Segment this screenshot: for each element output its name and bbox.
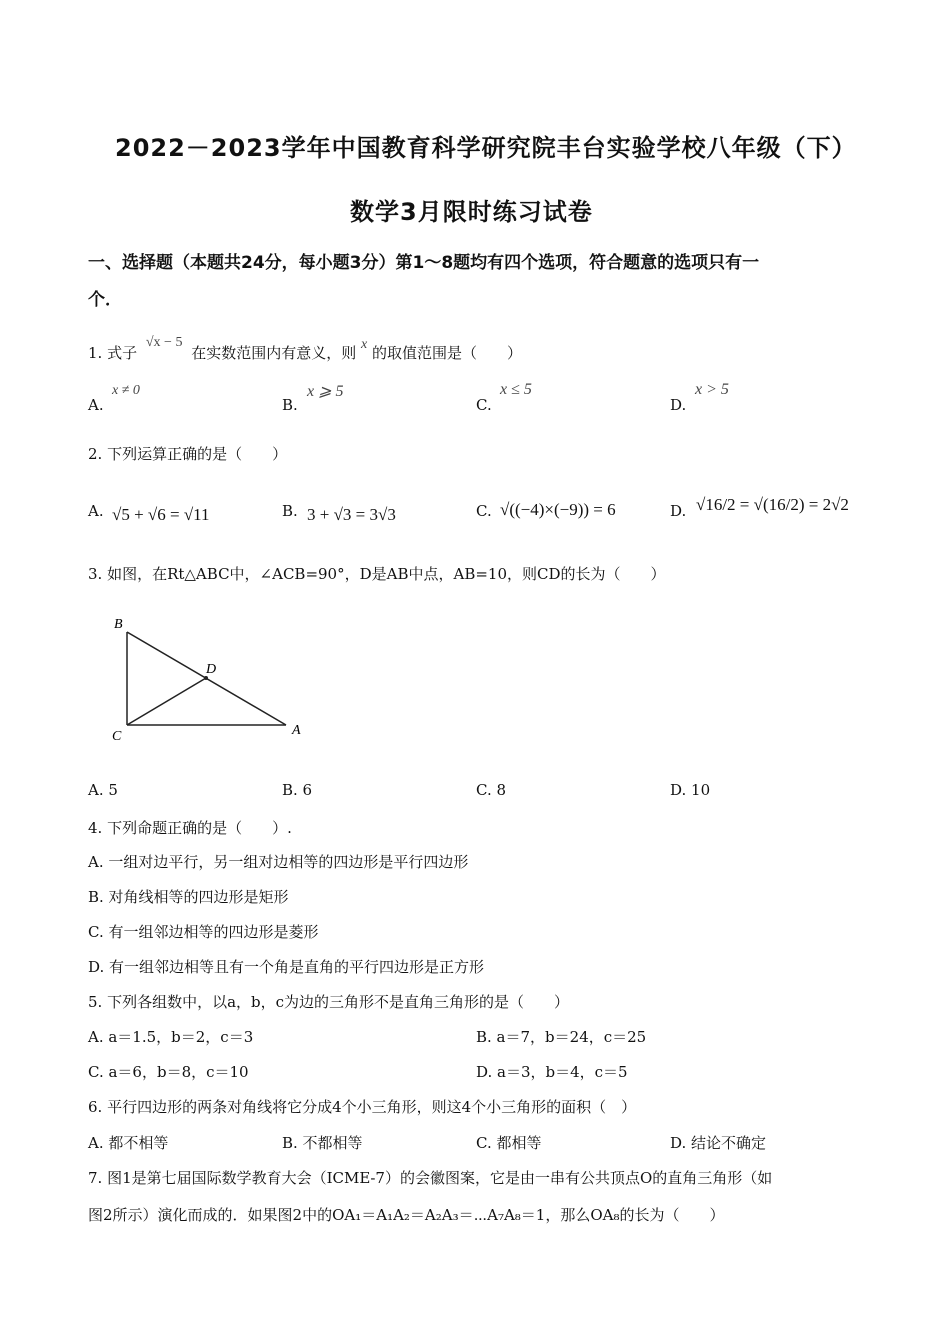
q6-option-b: B. 不都相等 (282, 1134, 363, 1152)
q2-option-d-math: √16/2 = √(16/2) = 2√2 (696, 495, 849, 514)
question-6: 6. 平行四边形的两条对角线将它分成4个小三角形，则这4个小三角形的面积（ ） (88, 1098, 637, 1116)
q6-option-a: A. 都不相等 (88, 1134, 169, 1152)
q4-option-d: D. 有一组邻边相等且有一个角是直角的平行四边形是正方形 (88, 958, 485, 976)
page-title-line1: 2022－2023学年中国教育科学研究院丰台实验学校八年级（下） (115, 134, 857, 162)
question-2: 2. 下列运算正确的是（ ） (88, 445, 288, 463)
q2-option-b: B. (282, 502, 298, 520)
question-7-line2: 图2所示）演化而成的．如果图2中的OA₁＝A₁A₂＝A₂A₃＝⋯A₇A₈＝1，那么OA₈的长为（ ） (88, 1206, 725, 1224)
q1-mid: 在实数范围内有意义，则 (191, 344, 357, 362)
q3-option-c: C. 8 (476, 781, 507, 799)
q1-variable: x (361, 337, 368, 352)
q1-option-c: C. (476, 396, 492, 414)
label-d: D (206, 662, 217, 677)
q4-option-a: A. 一组对边平行，另一组对边相等的四边形是平行四边形 (88, 853, 469, 871)
q2-option-c: C. (476, 502, 492, 520)
q3-option-d: D. 10 (670, 781, 711, 799)
segment-cd (127, 678, 206, 725)
question-4: 4. 下列命题正确的是（ ）. (88, 819, 292, 837)
q4-option-b: B. 对角线相等的四边形是矩形 (88, 888, 289, 906)
q3-option-a: A. 5 (88, 781, 118, 799)
q1-option-d: D. (670, 396, 687, 414)
q2-option-d: D. (670, 502, 687, 520)
q5-option-c: C. a＝6，b＝8，c＝10 (88, 1063, 249, 1081)
q1-option-a-math: x ≠ 0 (112, 383, 140, 398)
q1-option-c-math: x ≤ 5 (500, 381, 532, 398)
question-7-line1: 7. 图1是第七届国际数学教育大会（ICME‐7）的会徽图案，它是由一串有公共顶点O的直角三角形（如 (88, 1169, 773, 1187)
q2-option-c-math: √((−4)×(−9)) = 6 (500, 500, 616, 519)
question-1 (88, 335, 523, 363)
section-header-cont: 个． (88, 290, 122, 310)
q2-option-a: A. (88, 502, 104, 520)
q2-option-b-math: 3 + √3 = 3√3 (307, 505, 396, 524)
q5-option-a: A. a＝1.5，b＝2，c＝3 (88, 1028, 254, 1046)
q3-option-b: B. 6 (282, 781, 313, 799)
q6-option-c: C. 都相等 (476, 1134, 542, 1152)
q5-option-d: D. a＝3，b＝4，c＝5 (476, 1063, 628, 1081)
triangle-figure (100, 610, 320, 750)
label-a: A (292, 723, 301, 738)
label-b: B (114, 617, 123, 632)
q1-option-a: A. (88, 396, 104, 414)
question-5: 5. 下列各组数中，以a，b，c为边的三角形不是直角三角形的是（ ） (88, 993, 570, 1011)
q6-option-d: D. 结论不确定 (670, 1134, 767, 1152)
q1-option-b: B. (282, 396, 298, 414)
q5-option-b: B. a＝7，b＝24，c＝25 (476, 1028, 647, 1046)
q4-option-c: C. 有一组邻边相等的四边形是菱形 (88, 923, 319, 941)
q1-expression: √x − 5 (145, 335, 183, 350)
section-header: 一、选择题（本题共24分，每小题3分）第1～8题均有四个选项，符合题意的选项只有一 (88, 253, 760, 273)
label-c: C (112, 729, 122, 744)
q1-option-d-math: x > 5 (695, 381, 729, 398)
q1-option-b-math: x ⩾ 5 (307, 383, 344, 400)
q1-prefix: 1. 式子 (88, 344, 138, 362)
page-title-line2: 数学3月限时练习试卷 (350, 198, 593, 226)
q1-suffix: 的取值范围是（ ） (372, 344, 523, 362)
q2-option-a-math: √5 + √6 = √11 (112, 505, 210, 524)
question-3: 3. 如图，在Rt△ABC中，∠ACB=90°，D是AB中点，AB=10，则CD的长为（ ） (88, 565, 666, 583)
